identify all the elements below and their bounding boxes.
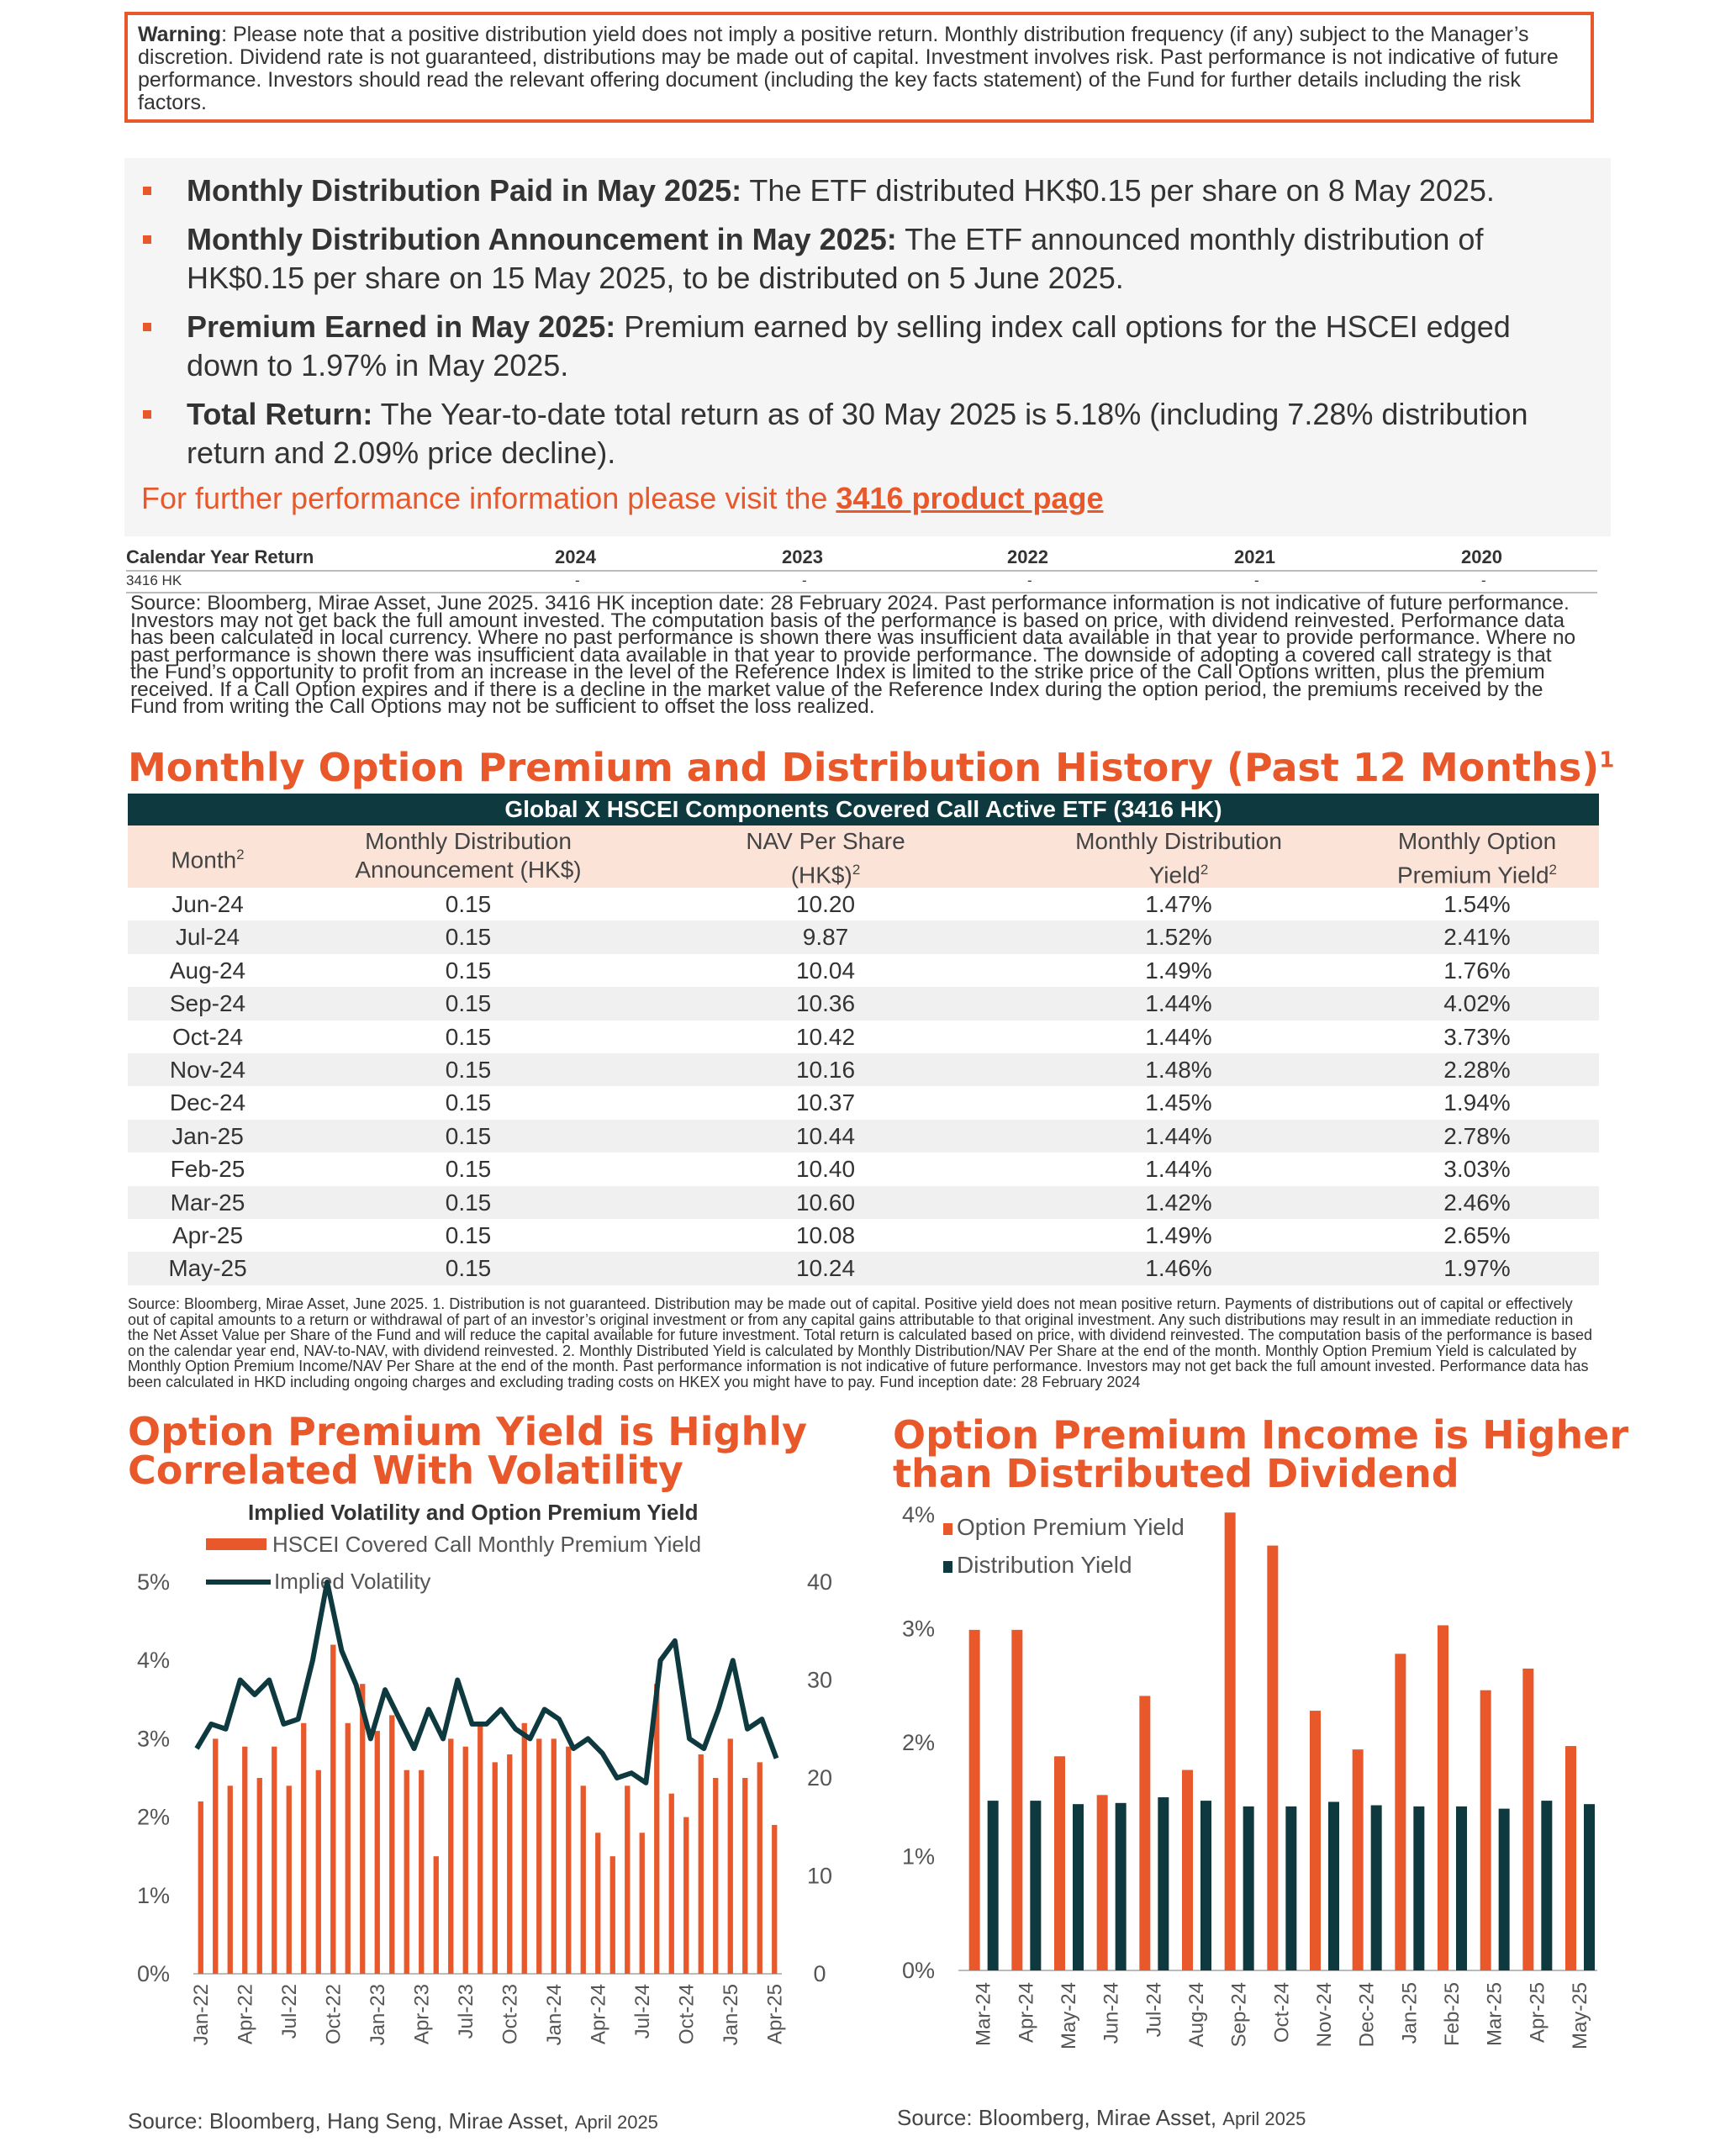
cell-premium-yield: 2.41%	[1443, 924, 1511, 951]
cell-distribution-yield: 1.44%	[1145, 1023, 1212, 1050]
cell-nav: 10.08	[795, 1221, 856, 1248]
history-title	[128, 745, 1614, 790]
x-tick-label: Oct-24	[1270, 1982, 1294, 2044]
cell-month: Apr-25	[171, 1221, 244, 1248]
income-section-title	[893, 1412, 1629, 1496]
cell-nav: 10.60	[795, 1189, 856, 1216]
distribution-yield-bar	[1030, 1801, 1041, 1970]
bullet-marker	[143, 187, 151, 195]
table-row	[128, 920, 1599, 953]
x-tick-label: Apr-25	[763, 1984, 787, 2045]
premium-yield-bar	[346, 1723, 351, 1974]
premium-yield-bar	[625, 1785, 630, 1974]
cell-distribution-yield: 1.49%	[1145, 957, 1212, 984]
distribution-yield-bar	[1073, 1804, 1084, 1970]
cell-premium-yield: 1.97%	[1443, 1255, 1511, 1282]
y-tick-label: 1%	[901, 1843, 935, 1870]
legend-label: HSCEI Covered Call Monthly Premium Yield	[272, 1532, 702, 1557]
premium-yield-bar	[448, 1738, 453, 1974]
x-tick-label: Oct-23	[499, 1984, 522, 2045]
further-info-text: For further performance information please visit the	[141, 481, 836, 515]
option-premium-bar	[1225, 1512, 1236, 1970]
table-disclaimer: Source: Bloomberg, Mirae Asset, June 2025. 1. Distribution is not guaranteed. Distribution may be made out of capital. Positive yield does not mean positive return. Payments of distributions out of capital or effectively out of capital amounts to a return or withdrawal of part of an investor’s original investment or from any capital gains attributable to that original investment. Any such distributions may result in an immediate reduction in the Net Asset Value per Share of the Fund and will reduce the capital available for future investment. Total return is calculated based on price, with dividend reinvested. The computation basis of the performance is based on the calendar year end, NAV-to-NAV, with dividend reinvested. 2. Monthly Distributed Yield is calculated by Monthly Distribution/NAV Per Share at the end of the month. Monthly Option Premium Yield is calculated by Monthly Option Premium Income/NAV Per Share at the end of the month. Past performance information is not indicative of future performance. Investors may not get back the full amount invested. Performance data has been calculated in HKD including ongoing charges and excluding trading costs on HKEX you might have to pay. Fund inception date: 28 February 2024	[128, 1295, 1593, 1390]
income-title-line: than Distributed Dividend	[893, 1451, 1459, 1496]
bullet-distribution-paid	[143, 171, 1589, 210]
cell-premium-yield: 2.28%	[1443, 1056, 1511, 1083]
y-tick-label-left: 5%	[136, 1569, 170, 1595]
cell-distribution: 0.15	[445, 891, 492, 917]
x-tick-label: Oct-24	[675, 1984, 699, 2045]
bullet-text: The ETF announced monthly distribution of HK$0.15 per share on 15 May 2025, to be distributed on 5 June 2025.	[187, 222, 1484, 295]
y-tick-label-left: 1%	[136, 1882, 170, 1908]
cell-nav: 10.40	[795, 1156, 856, 1183]
premium-yield-bar	[699, 1754, 704, 1974]
cell-nav: 9.87	[802, 924, 849, 951]
cell-month: Oct-24	[171, 1023, 244, 1050]
cell-premium-yield: 1.54%	[1443, 891, 1511, 917]
cell-premium-yield: 2.46%	[1443, 1189, 1511, 1216]
calendar-value: -	[802, 572, 807, 588]
calendar-value: -	[1254, 572, 1259, 588]
right-chart-source	[897, 2105, 1306, 2131]
calendar-return-table	[126, 546, 1597, 593]
y-tick-label: 4%	[901, 1502, 935, 1527]
bullet-heading: Monthly Distribution Announcement in May 2025:	[187, 222, 897, 256]
calendar-fund: 3416 HK	[126, 572, 182, 588]
further-info	[141, 481, 1103, 516]
premium-yield-bar	[419, 1770, 424, 1974]
premium-yield-bar	[728, 1738, 733, 1974]
x-tick-label: Apr-23	[410, 1984, 434, 2045]
premium-yield-bar	[772, 1825, 777, 1974]
source-date: April 2025	[574, 2112, 658, 2133]
premium-yield-bar	[287, 1785, 292, 1974]
distribution-yield-bar	[1328, 1801, 1339, 1970]
cell-distribution: 0.15	[445, 1122, 492, 1149]
calendar-header-row	[126, 546, 1597, 572]
cell-month: Mar-25	[170, 1189, 245, 1216]
y-tick-label: 0%	[901, 1958, 935, 1983]
premium-yield-bar	[301, 1723, 306, 1974]
bullet-distribution-announcement	[143, 220, 1589, 298]
cell-premium-yield: 1.76%	[1443, 957, 1511, 984]
premium-vs-distribution-chart	[883, 1496, 1614, 2085]
x-tick-label: Nov-24	[1313, 1982, 1336, 2048]
distribution-yield-bar	[1200, 1801, 1211, 1970]
table-body	[128, 888, 1599, 1285]
x-tick-label: Apr-22	[234, 1984, 257, 2045]
implied-volatility-line	[197, 1582, 777, 1783]
x-tick-label: Mar-24	[972, 1982, 995, 2047]
cell-distribution-yield: 1.44%	[1145, 1122, 1212, 1149]
premium-yield-bar	[507, 1754, 512, 1974]
distribution-yield-bar	[1371, 1806, 1382, 1970]
distribution-yield-bar	[1243, 1807, 1254, 1970]
x-tick-label: Oct-22	[322, 1984, 346, 2045]
table-row	[128, 1186, 1599, 1219]
option-premium-bar	[1097, 1795, 1108, 1970]
source-date: April 2025	[1222, 2108, 1306, 2129]
premium-yield-bar	[757, 1762, 762, 1974]
cell-premium-yield: 2.65%	[1443, 1221, 1511, 1248]
cell-distribution-yield: 1.44%	[1145, 1156, 1212, 1183]
left-chart-source	[128, 2108, 658, 2134]
premium-yield-bar	[434, 1856, 439, 1974]
cell-month: Jan-25	[171, 1122, 244, 1149]
table-row	[128, 1053, 1599, 1086]
header-distribution-announcement: Monthly Distribution Announcement (HK$)	[355, 828, 582, 883]
cell-distribution-yield: 1.48%	[1145, 1056, 1212, 1083]
legend-swatch-distribution	[943, 1561, 952, 1573]
premium-yield-bar	[669, 1794, 674, 1974]
x-tick-label: Jan-23	[366, 1984, 389, 2046]
legend-label: Implied Volatility	[274, 1569, 431, 1594]
option-premium-bar	[1267, 1546, 1278, 1970]
cell-month: Jun-24	[171, 891, 244, 917]
cell-distribution: 0.15	[445, 1089, 492, 1116]
bullet-text: The ETF distributed HK$0.15 per share on 8 May 2025.	[741, 173, 1495, 208]
premium-yield-bar	[478, 1723, 483, 1974]
cell-premium-yield: 1.94%	[1443, 1089, 1511, 1116]
cell-premium-yield: 2.78%	[1443, 1122, 1511, 1149]
y-tick-label: 3%	[901, 1616, 935, 1642]
calendar-row	[126, 572, 1597, 593]
bullet-text: Premium earned by selling index call options for the HSCEI edged down to 1.97% in May 2025.	[187, 309, 1511, 382]
premium-yield-bar	[404, 1770, 409, 1974]
premium-yield-bar	[272, 1747, 277, 1974]
table-row	[128, 1252, 1599, 1284]
premium-yield-bar	[581, 1785, 586, 1974]
legend-swatch-premium	[206, 1538, 266, 1550]
premium-yield-bar	[375, 1731, 380, 1974]
y-tick-label-right: 10	[806, 1863, 833, 1889]
cell-nav: 10.20	[795, 891, 856, 917]
cell-distribution-yield: 1.45%	[1145, 1089, 1212, 1116]
y-tick-label: 2%	[901, 1730, 935, 1755]
x-tick-label: Jul-24	[631, 1984, 654, 2039]
premium-yield-bar	[389, 1715, 394, 1974]
cell-distribution: 0.15	[445, 957, 492, 984]
cell-distribution-yield: 1.52%	[1145, 924, 1212, 951]
cell-month: Jul-24	[175, 924, 240, 951]
cell-distribution: 0.15	[445, 990, 492, 1017]
distribution-yield-bar	[1116, 1803, 1127, 1970]
warning-box	[124, 12, 1594, 123]
cell-nav: 10.36	[795, 990, 856, 1017]
calendar-header-label: Calendar Year Return	[126, 546, 314, 567]
calendar-year: 2020	[1461, 546, 1502, 567]
volatility-premium-chart	[118, 1496, 874, 2085]
table-row	[128, 954, 1599, 987]
cell-distribution: 0.15	[445, 1255, 492, 1282]
cell-distribution: 0.15	[445, 1023, 492, 1050]
cell-month: Nov-24	[169, 1056, 246, 1083]
header-nav-per-share: NAV Per Share (HK$)$^2$	[746, 828, 905, 889]
table-row	[128, 1120, 1599, 1152]
option-premium-bar	[1395, 1654, 1406, 1970]
distribution-yield-bar	[1158, 1797, 1169, 1970]
bullet-heading: Premium Earned in May 2025:	[187, 309, 616, 344]
premium-yield-bar	[198, 1801, 203, 1974]
source-text: Source: Bloomberg, Mirae Asset,	[897, 2105, 1223, 2130]
cell-distribution: 0.15	[445, 924, 492, 951]
calendar-value: -	[1027, 572, 1032, 588]
chart-title: Implied Volatility and Option Premium Yield	[248, 1500, 699, 1525]
x-tick-label: Jul-23	[454, 1984, 478, 2039]
table-row	[128, 1086, 1599, 1119]
legend-label: Option Premium Yield	[957, 1514, 1185, 1540]
cell-month: Sep-24	[169, 990, 246, 1017]
cell-distribution-yield: 1.46%	[1145, 1255, 1212, 1282]
option-premium-bar	[1139, 1696, 1150, 1970]
option-premium-bar	[1182, 1770, 1193, 1970]
y-tick-label-right: 40	[806, 1569, 833, 1595]
header-option-premium-yield: Monthly Option Premium Yield$^2$	[1397, 828, 1557, 889]
premium-yield-bar	[742, 1778, 747, 1974]
x-tick-label: Apr-24	[1015, 1982, 1038, 2044]
x-tick-label: Aug-24	[1185, 1982, 1208, 2048]
product-page-link[interactable]: 3416 product page	[836, 481, 1104, 515]
bullet-text: The Year-to-date total return as of 30 May 2025 is 5.18% (including 7.28% distribution return and 2.09% price decline).	[187, 397, 1528, 470]
volatility-section-title	[128, 1409, 807, 1493]
table-caption: Global X HSCEI Components Covered Call Active ETF (3416 HK)	[128, 794, 1599, 825]
cell-nav: 10.44	[795, 1122, 856, 1149]
income-title-line: Option Premium Income is Higher	[893, 1412, 1629, 1458]
premium-yield-bar	[242, 1747, 247, 1974]
x-tick-label: Mar-25	[1483, 1982, 1506, 2047]
cell-premium-yield: 4.02%	[1443, 990, 1511, 1017]
header-month: Month$^2$	[171, 847, 245, 873]
y-tick-label-left: 3%	[136, 1726, 170, 1752]
x-tick-label: Apr-24	[587, 1984, 610, 2045]
performance-disclaimer: Source: Bloomberg, Mirae Asset, June 2025. 3416 HK inception date: 28 February 2024. Past performance information is not indicative of future performance. Investors may not get back the full amount invested. The computation basis of the performance is based on price, with dividend reinvested. Performance data has been calculated in local currency. Where no past performance is shown there was insufficient data available in that year to provide performance. Where no past performance is shown there was insufficient data available in that year to provide performance. The downside of adopting a covered call strategy is that the Fund’s opportunity to profit from an increase in the level of the Reference Index is limited to the strike price of the Call Options written, plus the premium received. If a Call Option expires and if there is a decline in the market value of the Reference Index during the option period, the premiums received by the Fund from writing the Call Options may not be sufficient to offset the loss realized.	[130, 592, 1576, 718]
table-row	[128, 1219, 1599, 1252]
cell-nav: 10.42	[795, 1023, 856, 1050]
premium-yield-bar	[713, 1778, 718, 1974]
bullet-marker	[143, 323, 151, 331]
header-distribution-yield: Monthly Distribution Yield$^2$	[1075, 828, 1282, 889]
x-tick-label: Feb-25	[1441, 1982, 1464, 2047]
cell-distribution: 0.15	[445, 1189, 492, 1216]
cell-distribution-yield: 1.49%	[1145, 1221, 1212, 1248]
history-title-footnote: 1	[1599, 747, 1615, 773]
premium-yield-bar	[463, 1747, 468, 1974]
table-row	[128, 987, 1599, 1020]
calendar-year: 2024	[555, 546, 596, 567]
premium-yield-bar	[493, 1762, 498, 1974]
x-tick-label: Jan-24	[542, 1984, 566, 2046]
x-tick-label: Jun-24	[1100, 1982, 1123, 2044]
calendar-year: 2021	[1234, 546, 1275, 567]
legend-label: Distribution Yield	[957, 1552, 1132, 1578]
option-premium-bar	[1480, 1690, 1491, 1970]
table-header-row	[128, 825, 1599, 888]
bullet-heading: Monthly Distribution Paid in May 2025:	[187, 173, 742, 208]
cell-nav: 10.24	[795, 1255, 856, 1282]
cell-distribution-yield: 1.44%	[1145, 990, 1212, 1017]
warning-label: Warning	[138, 23, 222, 46]
x-tick-label: Jan-25	[719, 1984, 742, 2046]
option-premium-bar	[1011, 1630, 1022, 1970]
premium-yield-bar	[610, 1856, 615, 1974]
volatility-title-line: Option Premium Yield is Highly	[128, 1409, 807, 1454]
premium-yield-bar	[595, 1833, 600, 1974]
calendar-year: 2023	[782, 546, 823, 567]
cell-distribution: 0.15	[445, 1221, 492, 1248]
legend-swatch-premium	[943, 1523, 952, 1535]
y-tick-label-left: 0%	[136, 1961, 170, 1986]
x-tick-label: Dec-24	[1355, 1982, 1379, 2048]
cell-month: Aug-24	[169, 957, 246, 984]
distribution-yield-bar	[1541, 1801, 1552, 1970]
x-tick-label: Sep-24	[1227, 1982, 1251, 2048]
distribution-yield-bar	[1456, 1807, 1467, 1970]
premium-yield-bar	[228, 1785, 233, 1974]
bullet-premium-earned	[143, 308, 1589, 385]
cell-distribution-yield: 1.47%	[1145, 891, 1212, 917]
y-tick-label-right: 20	[806, 1765, 833, 1791]
distribution-yield-bar	[1499, 1809, 1510, 1970]
distribution-yield-bar	[1584, 1804, 1595, 1970]
premium-yield-bar	[330, 1645, 335, 1974]
calendar-year: 2022	[1007, 546, 1048, 567]
cell-nav: 10.16	[795, 1056, 856, 1083]
bullet-heading: Total Return:	[187, 397, 373, 431]
x-tick-label: Jan-22	[189, 1984, 213, 2046]
table-row	[128, 888, 1599, 920]
option-premium-bar	[1438, 1625, 1448, 1970]
premium-yield-bar	[640, 1833, 645, 1974]
premium-yield-bar	[683, 1817, 689, 1974]
option-premium-bar	[1310, 1711, 1321, 1970]
calendar-value: -	[575, 572, 580, 588]
warning-text: : Please note that a positive distribution yield does not imply a positive return. Monthly distribution frequency (if any) subject to the Manager’s discretion. Dividend rate is not guaranteed, distributions may be made out of capital. Investment involves risk. Past performance is not indicative of future performance. Investors should read the relevant offering document (including the key facts statement) of the Fund for further details including the risk factors.	[138, 23, 1559, 114]
premium-yield-bar	[213, 1738, 218, 1974]
cell-premium-yield: 3.03%	[1443, 1156, 1511, 1183]
highlights-panel	[124, 158, 1611, 536]
option-premium-bar	[1054, 1756, 1065, 1970]
x-tick-label: Jul-24	[1142, 1982, 1166, 2038]
bullet-marker	[143, 410, 151, 419]
cell-distribution: 0.15	[445, 1156, 492, 1183]
cell-distribution: 0.15	[445, 1056, 492, 1083]
y-tick-label-right: 0	[813, 1961, 826, 1986]
premium-yield-bar	[551, 1738, 557, 1974]
distribution-history-table	[128, 794, 1599, 1285]
cell-month: Dec-24	[169, 1089, 246, 1116]
option-premium-bar	[1522, 1669, 1533, 1970]
option-premium-bar	[1353, 1749, 1364, 1970]
premium-yield-bar	[257, 1778, 262, 1974]
y-tick-label-left: 2%	[136, 1804, 170, 1830]
x-tick-label: May-24	[1058, 1982, 1080, 2050]
x-tick-label: May-25	[1569, 1982, 1591, 2050]
distribution-yield-bar	[988, 1801, 999, 1970]
cell-month: May-25	[168, 1255, 247, 1282]
premium-yield-bar	[316, 1770, 321, 1974]
option-premium-bar	[1565, 1746, 1576, 1970]
calendar-value: -	[1481, 572, 1486, 588]
volatility-title-line: Correlated With Volatility	[128, 1448, 683, 1493]
cell-nav: 10.37	[795, 1089, 856, 1116]
cell-distribution-yield: 1.42%	[1145, 1189, 1212, 1216]
premium-yield-bar	[536, 1738, 541, 1974]
y-tick-label-right: 30	[806, 1667, 833, 1693]
cell-month: Feb-25	[170, 1156, 245, 1183]
x-tick-label: Jul-22	[277, 1984, 301, 2039]
cell-premium-yield: 3.73%	[1443, 1023, 1511, 1050]
premium-yield-bar	[522, 1723, 527, 1974]
premium-yield-bar	[566, 1747, 571, 1974]
bullet-marker	[143, 235, 151, 244]
bullet-total-return	[143, 395, 1589, 472]
distribution-yield-bar	[1413, 1807, 1424, 1970]
premium-yield-bar	[360, 1684, 365, 1974]
history-title-text: Monthly Option Premium and Distribution History (Past 12 Months)	[128, 745, 1600, 790]
x-tick-label: Jan-25	[1398, 1982, 1422, 2044]
table-row	[128, 1152, 1599, 1185]
cell-nav: 10.04	[795, 957, 856, 984]
option-premium-bar	[969, 1630, 980, 1970]
distribution-yield-bar	[1285, 1807, 1296, 1970]
y-tick-label-left: 4%	[136, 1648, 170, 1674]
source-text: Source: Bloomberg, Hang Seng, Mirae Asset,	[128, 2108, 575, 2134]
x-tick-label: Apr-25	[1526, 1982, 1549, 2044]
table-row	[128, 1021, 1599, 1053]
